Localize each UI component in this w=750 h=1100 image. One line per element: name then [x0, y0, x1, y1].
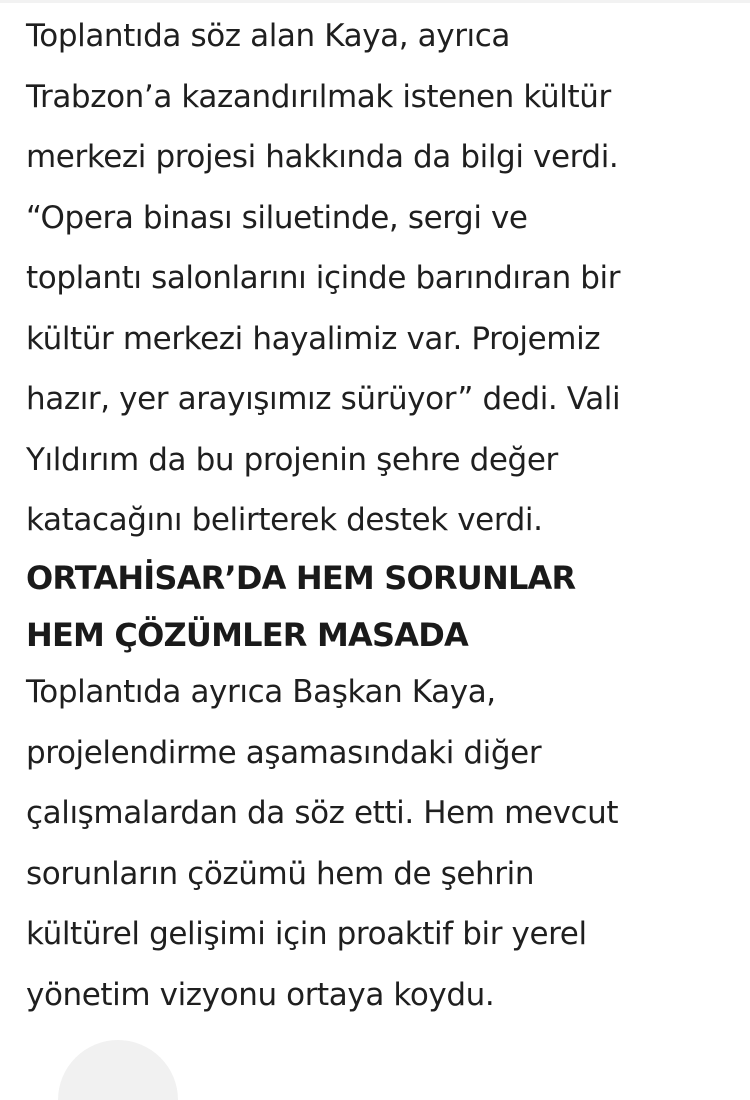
paragraph-line: yönetim vizyonu ortaya koydu. [26, 976, 495, 1013]
paragraph-line: Trabzon’a kazandırılmak istenen kültür [26, 78, 611, 115]
paragraph-line: merkezi projesi hakkında da bilgi verdi. [26, 139, 619, 175]
paragraph-line: “Opera binası siluetinde, sergi ve [26, 199, 528, 236]
heading-line: ORTAHİSAR’DA HEM SORUNLAR [26, 559, 576, 597]
paragraph-line: çalışmalardan da söz etti. Hem mevcut [26, 795, 619, 831]
heading-line: HEM ÇÖZÜMLER MASADA [26, 616, 468, 654]
paragraph-line: katacağını belirterek destek verdi. [26, 502, 543, 538]
paragraph-line: projelendirme aşamasındaki diğer [26, 734, 542, 771]
paragraph-line: hazır, yer arayışımız sürüyor” dedi. Vali [26, 381, 621, 417]
partial-overlay-shape [58, 1040, 178, 1100]
paragraph-line: Yıldırım da bu projenin şehre değer [26, 441, 558, 478]
article-body [26, 6, 736, 1025]
paragraph-line: sorunların çözümü hem de şehrin [26, 855, 535, 892]
paragraph-line: kültür merkezi hayalimiz var. Projemiz [26, 320, 601, 357]
paragraph-line: kültürel gelişimi için proaktif bir yerel [26, 916, 587, 952]
section-heading [26, 550, 736, 664]
article-paragraph [26, 662, 736, 1025]
paragraph-line: Toplantıda söz alan Kaya, ayrıca [26, 18, 510, 54]
top-divider [0, 0, 750, 3]
article-paragraph [26, 6, 736, 550]
paragraph-line: toplantı salonlarını içinde barındıran bir [26, 260, 621, 296]
paragraph-line: Toplantıda ayrıca Başkan Kaya, [26, 674, 496, 710]
